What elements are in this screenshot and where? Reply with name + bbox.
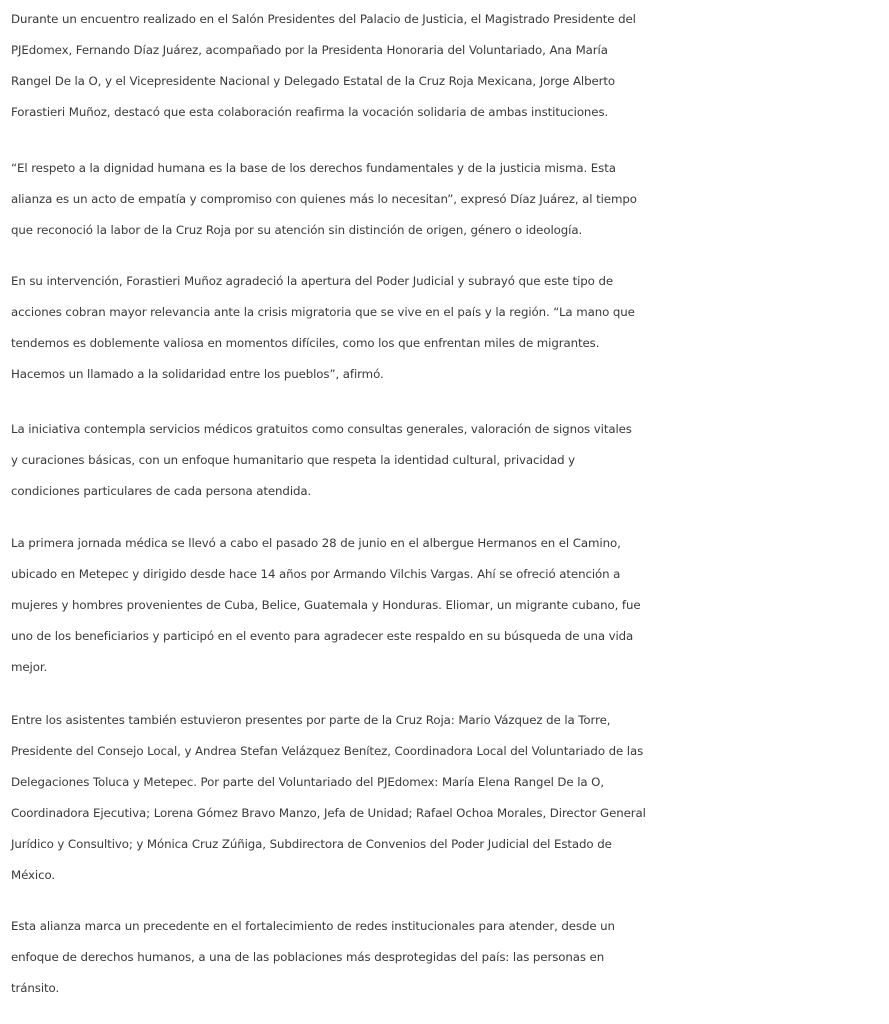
text-line: Forastieri Muñoz, destacó que esta colaboración reafirma la vocación solidaria de ambas instituciones. — [11, 105, 609, 119]
paragraph-6 — [11, 705, 883, 891]
text-line: condiciones particulares de cada persona atendida. — [11, 484, 312, 498]
text-line: “El respeto a la dignidad humana es la base de los derechos fundamentales y de la justicia misma. Esta — [11, 161, 616, 175]
text-line: tránsito. — [11, 981, 60, 995]
paragraph-5 — [11, 528, 883, 683]
text-line: alianza es un acto de empatía y compromiso con quienes más lo necesitan”, expresó Díaz Juárez, al tiempo — [11, 192, 637, 206]
text-line: La primera jornada médica se llevó a cabo el pasado 28 de junio en el albergue Hermanos en el Camino, — [11, 536, 621, 550]
text-line: Jurídico y Consultivo; y Mónica Cruz Zúñiga, Subdirectora de Convenios del Poder Judicial del Estado de — [11, 837, 612, 851]
text-line: acciones cobran mayor relevancia ante la crisis migratoria que se vive en el país y la región. “La mano que — [11, 305, 635, 319]
text-line: Rangel De la O, y el Vicepresidente Nacional y Delegado Estatal de la Cruz Roja Mexicana, Jorge Alberto — [11, 74, 616, 88]
text-line: La iniciativa contempla servicios médicos gratuitos como consultas generales, valoración de signos vitales — [11, 422, 632, 436]
paragraph-3 — [11, 266, 883, 390]
text-line: y curaciones básicas, con un enfoque humanitario que respeta la identidad cultural, privacidad y — [11, 453, 576, 467]
text-line: Presidente del Consejo Local, y Andrea Stefan Velázquez Benítez, Coordinadora Local del Voluntariado de las — [11, 744, 644, 758]
text-line: Durante un encuentro realizado en el Salón Presidentes del Palacio de Justicia, el Magistrado Presidente del — [11, 12, 636, 26]
text-line: uno de los beneficiarios y participó en el evento para agradecer este respaldo en su búsqueda de una vida — [11, 629, 634, 643]
paragraph-7 — [11, 911, 883, 1004]
text-line: ubicado en Metepec y dirigido desde hace 14 años por Armando Vilchis Vargas. Ahí se ofreció atención a — [11, 567, 621, 581]
text-line: tendemos es doblemente valiosa en momentos difíciles, como los que enfrentan miles de migrantes. — [11, 336, 600, 350]
text-line: PJEdomex, Fernando Díaz Juárez, acompañado por la Presidenta Honoraria del Voluntariado, Ana María — [11, 43, 608, 57]
text-line: mejor. — [11, 660, 48, 674]
text-line: mujeres y hombres provenientes de Cuba, Belice, Guatemala y Honduras. Eliomar, un migrante cubano, fue — [11, 598, 641, 612]
paragraph-2 — [11, 153, 883, 246]
text-line: que reconoció la labor de la Cruz Roja por su atención sin distinción de origen, género o ideología. — [11, 223, 583, 237]
text-line: Coordinadora Ejecutiva; Lorena Gómez Bravo Manzo, Jefa de Unidad; Rafael Ochoa Morales, Director General — [11, 806, 646, 820]
text-line: Delegaciones Toluca y Metepec. Por parte del Voluntariado del PJEdomex: María Elena Rangel De la O, — [11, 775, 605, 789]
text-line: enfoque de derechos humanos, a una de las poblaciones más desprotegidas del país: las personas en — [11, 950, 605, 964]
text-line: Entre los asistentes también estuvieron presentes por parte de la Cruz Roja: Mario Vázquez de la Torre, — [11, 713, 611, 727]
text-line: Esta alianza marca un precedente en el fortalecimiento de redes institucionales para atender, desde un — [11, 919, 615, 933]
text-line: Hacemos un llamado a la solidaridad entre los pueblos”, afirmó. — [11, 367, 384, 381]
text-line: En su intervención, Forastieri Muñoz agradeció la apertura del Poder Judicial y subrayó que este tipo de — [11, 274, 613, 288]
paragraph-4 — [11, 414, 883, 507]
paragraph-1 — [11, 4, 883, 128]
text-line: México. — [11, 868, 56, 882]
